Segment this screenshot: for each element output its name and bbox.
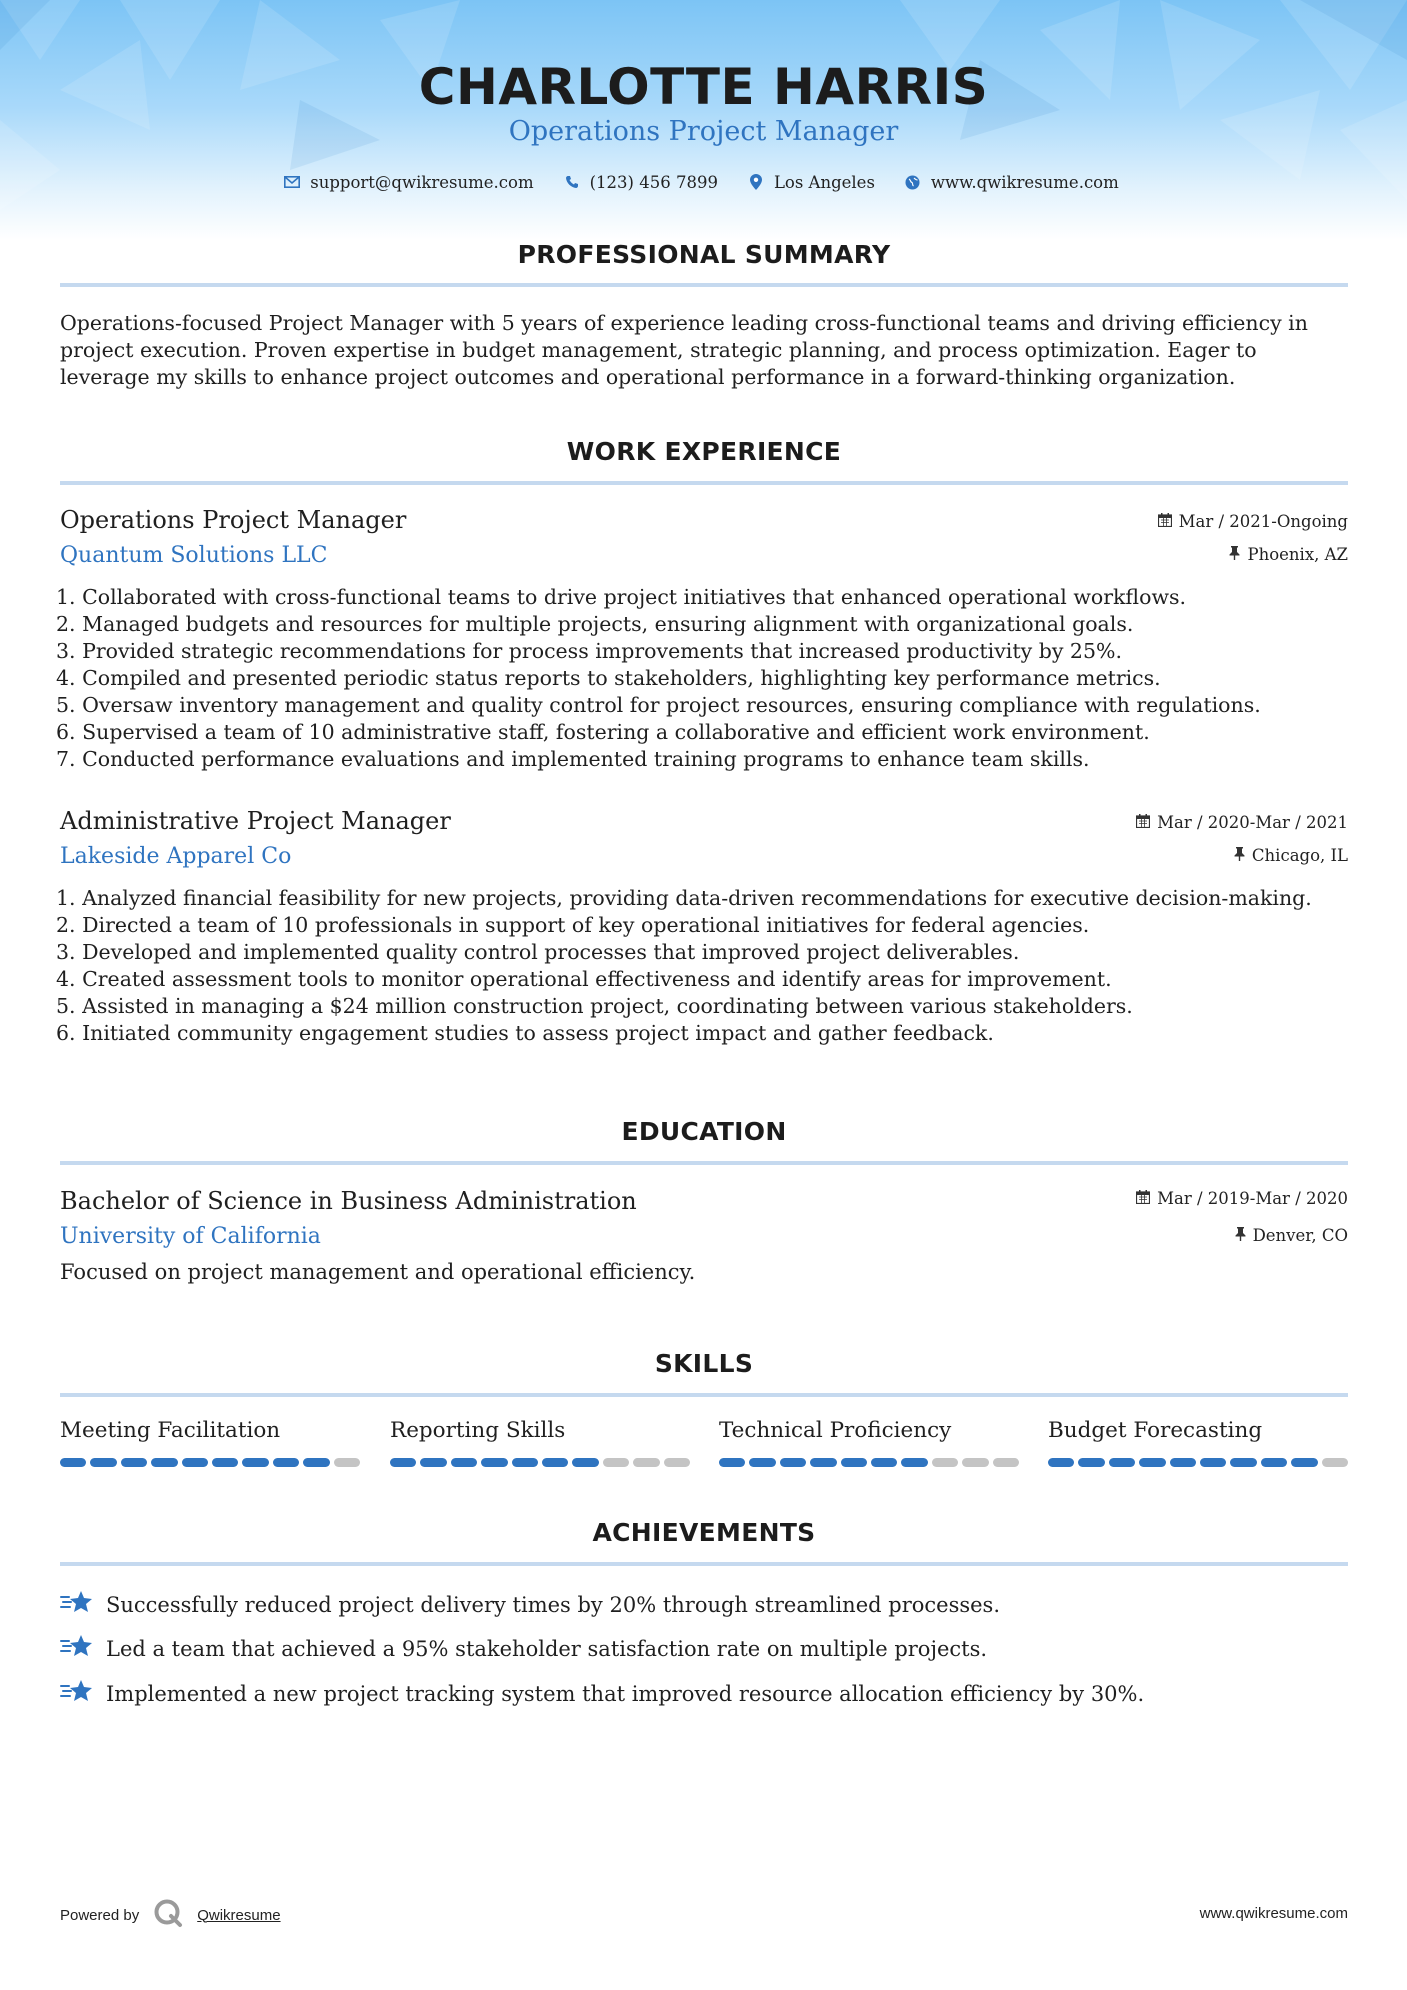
skill-name: Budget Forecasting (1048, 1418, 1263, 1443)
skill-segment-filled (60, 1458, 86, 1467)
education-degree: Bachelor of Science in Business Administration (60, 1187, 637, 1215)
contact-location: Los Angeles (773, 172, 875, 192)
skill-segment-filled (1139, 1458, 1165, 1467)
list-item: 7. Conducted performance evaluations and implemented training programs to enhance team skills. (56, 747, 1090, 771)
section-title-experience: WORK EXPERIENCE (566, 437, 842, 466)
skill-level-bar (719, 1458, 1019, 1467)
skill-segment-filled (390, 1458, 416, 1467)
footer-powered-label: Powered by (60, 1906, 140, 1924)
skill-segment-filled (1261, 1458, 1287, 1467)
skill-name: Meeting Facilitation (60, 1418, 281, 1443)
job-location-text: Chicago, IL (1251, 846, 1348, 865)
job-role: Administrative Project Manager (60, 807, 451, 835)
education-location-text: Denver, CO (1252, 1226, 1348, 1245)
skill-segment-empty (993, 1458, 1019, 1467)
list-item: 1. Collaborated with cross-functional teams to drive project initiatives that enhanced operational workflows. (56, 585, 1187, 609)
section-title-education: EDUCATION (621, 1117, 787, 1146)
job-bullets (56, 885, 1356, 1047)
section-divider (60, 1393, 1348, 1397)
skill-name: Reporting Skills (390, 1418, 566, 1443)
section-title-summary: PROFESSIONAL SUMMARY (517, 240, 891, 269)
footer (60, 1898, 1348, 1932)
skill-segment-filled (242, 1458, 268, 1467)
education-date (1136, 1189, 1348, 1208)
skill-segment-filled (901, 1458, 927, 1467)
job-location (1229, 545, 1348, 564)
list-item: 1. Analyzed financial feasibility for new projects, providing data-driven recommendations for executive decision-making. (56, 886, 1312, 910)
footer-powered (60, 1898, 281, 1932)
skill-segment-filled (719, 1458, 745, 1467)
shooting-star-icon (60, 1677, 94, 1710)
list-item: 2. Directed a team of 10 professionals in support of key operational initiatives for federal agencies. (56, 913, 1090, 937)
list-item: 5. Assisted in managing a $24 million construction project, coordinating between various stakeholders. (56, 994, 1133, 1018)
skill-item (60, 1418, 360, 1443)
achievement-text: Successfully reduced project delivery times by 20% through streamlined processes. (106, 1592, 1000, 1617)
location-pin-icon (746, 172, 766, 192)
job-company: Lakeside Apparel Co (60, 844, 292, 869)
list-item (60, 1632, 987, 1665)
education-location (1235, 1226, 1348, 1245)
education-date-text: Mar / 2019-Mar / 2020 (1157, 1189, 1348, 1208)
achievement-text: Led a team that achieved a 95% stakeholder satisfaction rate on multiple projects. (106, 1636, 988, 1661)
skill-level-bar (390, 1458, 690, 1467)
skill-segment-filled (572, 1458, 598, 1467)
skill-segment-filled (1078, 1458, 1104, 1467)
skill-segment-filled (420, 1458, 446, 1467)
pushpin-icon (1235, 1226, 1246, 1245)
education-description: Focused on project management and operational efficiency. (60, 1260, 696, 1284)
job-date-text: Mar / 2021-Ongoing (1178, 512, 1348, 531)
skill-segment-filled (212, 1458, 238, 1467)
pushpin-icon (1234, 846, 1245, 865)
skill-segment-filled (90, 1458, 116, 1467)
skill-item (390, 1418, 690, 1443)
skill-segment-empty (603, 1458, 629, 1467)
qwikresume-logo-icon (153, 1898, 183, 1932)
achievement-text: Implemented a new project tracking system that improved resource allocation efficiency by 30%. (106, 1681, 1145, 1706)
job-location-text: Phoenix, AZ (1247, 545, 1348, 564)
skills-grid (60, 1418, 1350, 1478)
list-item (60, 1588, 1000, 1621)
skill-segment-filled (1170, 1458, 1196, 1467)
job-location (1234, 846, 1348, 865)
list-item: 3. Provided strategic recommendations for process improvements that increased productivity by 25%. (56, 639, 1122, 663)
skill-segment-filled (542, 1458, 568, 1467)
job-role: Operations Project Manager (60, 506, 407, 534)
envelope-icon (282, 172, 302, 192)
skill-segment-empty (962, 1458, 988, 1467)
section-divider (60, 1562, 1348, 1566)
skill-segment-filled (749, 1458, 775, 1467)
shooting-star-icon (60, 1588, 94, 1621)
contact-bar (0, 172, 1407, 192)
skill-name: Technical Proficiency (719, 1418, 952, 1443)
phone-icon (562, 172, 582, 192)
skill-segment-filled (1048, 1458, 1074, 1467)
candidate-name: CHARLOTTE HARRIS (418, 58, 989, 116)
list-item: 6. Initiated community engagement studies to assess project impact and gather feedback. (56, 1021, 994, 1045)
skill-segment-filled (1200, 1458, 1226, 1467)
list-item (60, 1677, 1144, 1710)
section-divider (60, 283, 1348, 287)
job-date (1136, 813, 1348, 832)
skill-segment-filled (871, 1458, 897, 1467)
skill-item (719, 1418, 1019, 1443)
skill-segment-empty (633, 1458, 659, 1467)
calendar-icon (1158, 512, 1172, 531)
footer-brand-link[interactable]: Qwikresume (197, 1906, 281, 1924)
skill-segment-empty (1322, 1458, 1348, 1467)
skill-segment-filled (1230, 1458, 1256, 1467)
skill-item (1048, 1418, 1348, 1443)
contact-phone[interactable]: (123) 456 7899 (589, 172, 718, 192)
skill-segment-filled (1109, 1458, 1135, 1467)
skill-segment-filled (182, 1458, 208, 1467)
list-item: 5. Oversaw inventory management and quality control for project resources, ensuring compliance with regulations. (56, 693, 1261, 717)
skill-segment-filled (481, 1458, 507, 1467)
list-item: 6. Supervised a team of 10 administrative staff, fostering a collaborative and efficient work environment. (56, 720, 1150, 744)
job-company: Quantum Solutions LLC (60, 543, 328, 568)
candidate-title: Operations Project Manager (508, 116, 899, 147)
summary-text: Operations-focused Project Manager with 5 years of experience leading cross-functional teams and driving efficiency in project execution. Proven expertise in budget management, strategic planning, and process optimization. Eager to leverage my skills to enhance project outcomes and operational performance in a forward-thinking organization. (60, 311, 1308, 389)
skill-segment-filled (1291, 1458, 1317, 1467)
section-divider (60, 481, 1348, 485)
list-item: 2. Managed budgets and resources for multiple projects, ensuring alignment with organizational goals. (56, 612, 1134, 636)
skill-segment-filled (151, 1458, 177, 1467)
contact-website[interactable]: www.qwikresume.com (930, 172, 1119, 192)
skill-segment-filled (841, 1458, 867, 1467)
section-title-skills: SKILLS (654, 1349, 754, 1378)
skill-segment-filled (780, 1458, 806, 1467)
job-date-text: Mar / 2020-Mar / 2021 (1157, 813, 1348, 832)
skill-segment-filled (121, 1458, 147, 1467)
job-bullets (56, 584, 1356, 773)
skill-level-bar (1048, 1458, 1348, 1467)
list-item: 4. Created assessment tools to monitor operational effectiveness and identify areas for improvement. (56, 967, 1112, 991)
section-divider (60, 1161, 1348, 1165)
calendar-icon (1136, 813, 1150, 832)
skill-segment-filled (810, 1458, 836, 1467)
job-date (1158, 512, 1348, 531)
skill-segment-filled (512, 1458, 538, 1467)
skill-segment-filled (303, 1458, 329, 1467)
skill-segment-empty (664, 1458, 690, 1467)
footer-website[interactable]: www.qwikresume.com (1199, 1905, 1348, 1922)
list-item: 4. Compiled and presented periodic status reports to stakeholders, highlighting key performance metrics. (56, 666, 1161, 690)
skill-segment-empty (932, 1458, 958, 1467)
calendar-icon (1136, 1189, 1150, 1208)
pushpin-icon (1229, 545, 1240, 564)
shooting-star-icon (60, 1632, 94, 1665)
education-school: University of California (60, 1224, 321, 1249)
skill-segment-filled (451, 1458, 477, 1467)
contact-email[interactable]: support@qwikresume.com (310, 172, 534, 192)
section-title-achievements: ACHIEVEMENTS (592, 1518, 816, 1547)
globe-icon (903, 172, 923, 192)
skill-segment-empty (334, 1458, 360, 1467)
skill-level-bar (60, 1458, 360, 1467)
list-item: 3. Developed and implemented quality control processes that improved project deliverables. (56, 940, 1020, 964)
skill-segment-filled (273, 1458, 299, 1467)
